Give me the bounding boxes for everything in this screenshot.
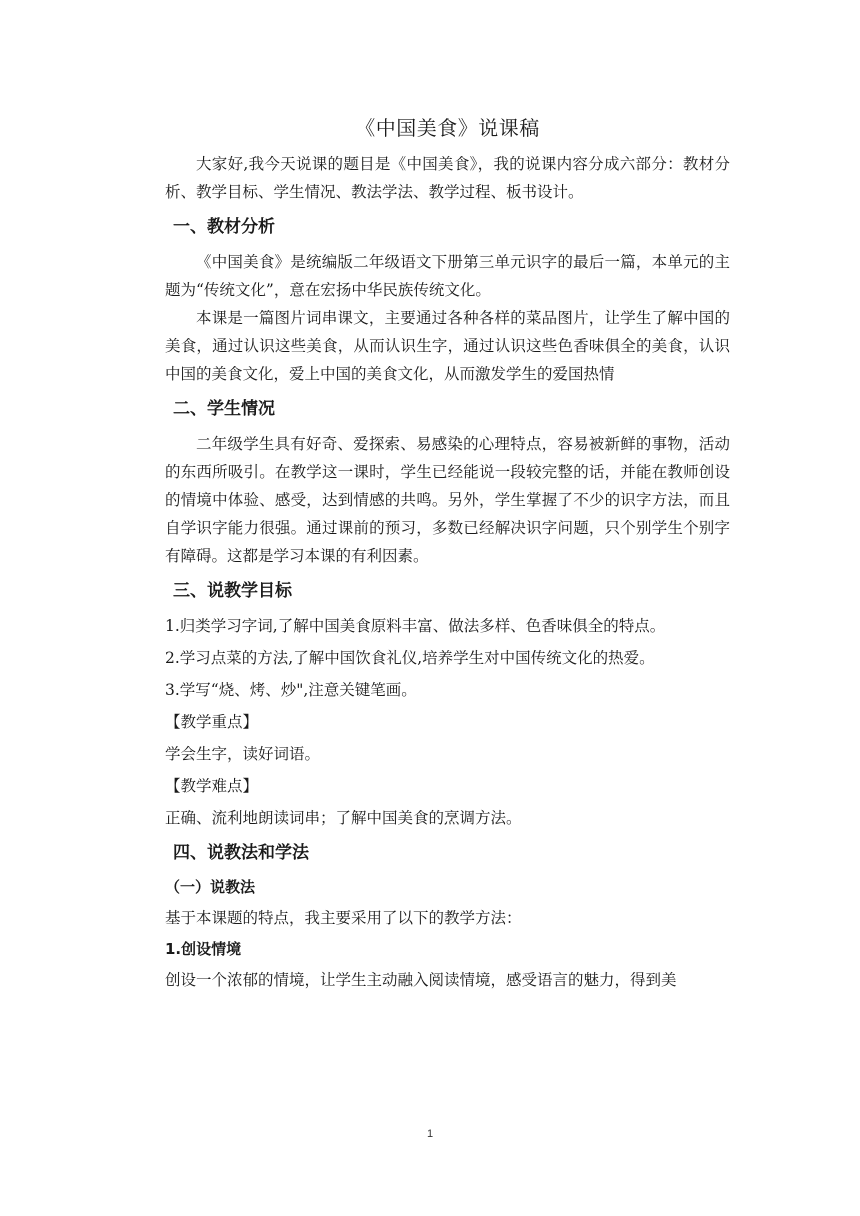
page-content (165, 112, 730, 998)
teaching-goal-1: 1.归类学习字词,了解中国美食原料丰富、做法多样、色香味俱全的特点。 (165, 617, 666, 635)
teaching-goal-3: 3.学写“烧、烤、炒",注意关键笔画。 (165, 681, 417, 699)
teaching-key-label: 【教学重点】 (165, 713, 259, 731)
method-1-title: 1.创设情境 (165, 940, 242, 958)
teaching-difficulty-label: 【教学难点】 (165, 777, 259, 795)
student-situation-paragraph: 二年级学生具有好奇、爱探索、易感染的心理特点，容易被新鲜的事物，活动的东西所吸引。在教学这一课时，学生已经能说一段较完整的话，并能在教师创设的情境中体验、感受，达到情感的共鸣。另外，学生掌握了不少的识字方法，而且自学识字能力很强。通过课前的预习，多数已经解决识字问题，只个别学生个别字有障碍。这都是学习本课的有利因素。 (165, 435, 730, 565)
material-analysis-paragraph-2: 本课是一篇图片词串课文，主要通过各种各样的菜品图片，让学生了解中国的美食，通过认识这些美食，从而认识生字，通过认识这些色香味俱全的美食，认识中国的美食文化，爱上中国的美食文化，从而激发学生的爱国热情 (165, 309, 730, 383)
section-heading-teaching-methods: 四、说教法和学法 (173, 843, 309, 863)
document-title: 《中国美食》说课稿 (355, 116, 540, 140)
section-heading-material-analysis: 一、教材分析 (173, 217, 275, 237)
teaching-key-text: 学会生字，读好词语。 (165, 745, 321, 763)
intro-paragraph: 大家好,我今天说课的题目是《中国美食》，我的说课内容分成六部分：教材分析、教学目标、学生情况、教法学法、教学过程、板书设计。 (165, 155, 730, 201)
subheading-teaching-method: （一）说教法 (165, 878, 256, 896)
teaching-goal-2: 2.学习点菜的方法,了解中国饮食礼仪,培养学生对中国传统文化的热爱。 (165, 649, 655, 667)
section-heading-student-situation: 二、学生情况 (173, 399, 275, 419)
teaching-difficulty-text: 正确、流利地朗读词串；了解中国美食的烹调方法。 (165, 809, 522, 827)
method-1-text: 创设一个浓郁的情境，让学生主动融入阅读情境，感受语言的魅力，得到美 (165, 971, 677, 989)
page-number: 1 (426, 1128, 434, 1140)
section-heading-teaching-goals: 三、说教学目标 (173, 581, 292, 601)
material-analysis-paragraph-1: 《中国美食》是统编版二年级语文下册第三单元识字的最后一篇，本单元的主题为“传统文化”，意在宏扬中华民族传统文化。 (165, 253, 730, 299)
teaching-method-intro: 基于本课题的特点，我主要采用了以下的教学方法： (165, 909, 522, 927)
